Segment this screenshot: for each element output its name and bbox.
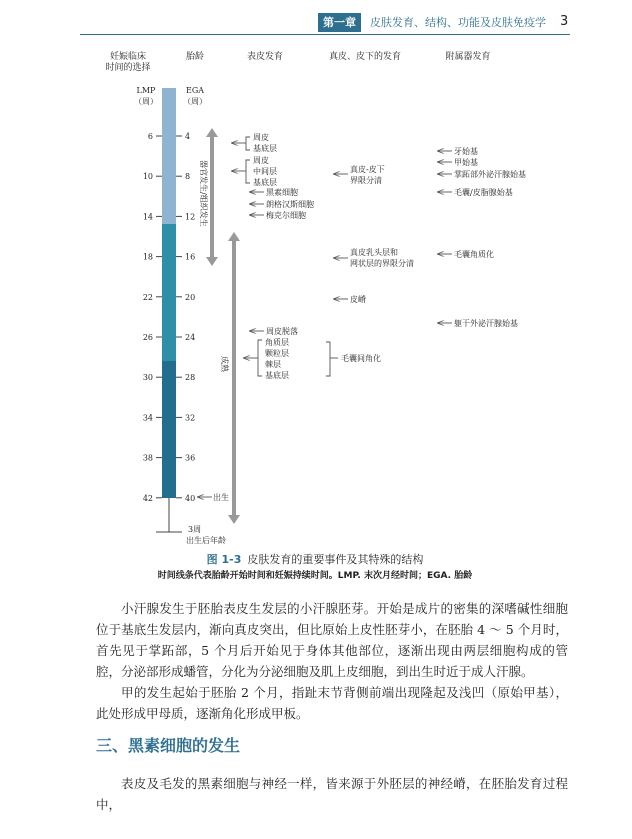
- epi-merkel: 梅克尔细胞: [266, 211, 306, 220]
- epi-periderm-shedding: 周皮脱落: [266, 327, 298, 336]
- col-header-appendages: 附属器发育: [445, 52, 491, 62]
- lmp-unit: （周）: [134, 97, 158, 106]
- app-hair: 毛囊/皮脂腺始基: [454, 188, 513, 197]
- header-rule: [80, 34, 570, 35]
- lmp-tick-label: 10: [142, 172, 153, 182]
- bracket-strata-right: [326, 342, 330, 376]
- col-header-epidermis: 表皮发育: [246, 52, 284, 62]
- bracket-epi-2: [246, 160, 250, 183]
- lmp-tick-label: 14: [142, 212, 153, 222]
- epi-spinosum: 棘层: [265, 360, 281, 369]
- ega-tick-label: 16: [185, 252, 196, 262]
- lmp-tick-label: 42: [142, 493, 153, 503]
- body-paragraph-2: 甲的发生起始于胚胎 2 个月，指趾末节背侧前端出现隆起及浅凹（原始甲基），此处形成甲母质，逐渐角化形成甲板。: [96, 685, 568, 721]
- epi-basale: 基底层: [265, 371, 289, 380]
- col-header-ega: 胎龄: [185, 52, 205, 62]
- skin-development-figure: [0, 40, 632, 552]
- ega-tick-label: 24: [185, 333, 196, 342]
- epi-periderm: 周皮: [253, 133, 269, 142]
- ega-label: EGA: [185, 86, 205, 95]
- chapter-title: 皮肤发育、结构、功能及皮肤免疫学: [370, 16, 546, 29]
- figure-title: 皮肤发育的重要事件及其特殊的结构: [247, 553, 424, 566]
- app-trunk: 躯干外泌汗腺始基: [454, 319, 518, 328]
- lmp-tick-label: 22: [142, 292, 153, 302]
- figure-caption: [100, 552, 530, 568]
- ega-tick-label: 12: [185, 212, 196, 222]
- app-palmar: 掌跖部外泌汗腺始基: [454, 170, 526, 179]
- bar-segment-mid: [162, 224, 176, 361]
- body-paragraph-1: 小汗腺发生于胚胎表皮生发层的小汗腺胚芽。开始是成片的密集的深嗜碱性细胞位于基底生发层内，渐向真皮突出，但比原始上皮性胚芽小，在胚胎 4 ～ 5 个月时，首先见于掌跖部，5 个月后开始见于身体其他部位，逐渐出现由两层细胞构成的管腔，分泌部形成蟠管，分化为分泌细胞及肌上皮细胞，到出生时近于成人汗腺。: [96, 601, 568, 679]
- postnatal-label-2: 出生后年龄: [186, 536, 226, 545]
- col-header-lmp-line2: 时间的选择: [105, 63, 151, 73]
- epi-basal-2: 基底层: [253, 178, 277, 187]
- epi-basal: 基底层: [253, 144, 277, 153]
- epi-interfollicular: 毛囊间角化: [341, 354, 381, 363]
- ega-unit: （周）: [183, 97, 207, 106]
- lmp-label: LMP: [136, 86, 156, 95]
- col-header-dermis: 真皮、皮下的发育: [328, 52, 402, 62]
- organogenesis-arrow-top: [206, 128, 218, 137]
- ega-tick-label: 40: [185, 493, 196, 503]
- app-follicle: 毛囊角质化: [454, 250, 494, 259]
- ega-tick-label: 28: [185, 373, 196, 383]
- epi-intermediate: 中间层: [253, 167, 277, 176]
- organogenesis-label: 器官发生/组织发生: [199, 160, 208, 227]
- maturation-label: 成熟: [220, 356, 229, 372]
- app-nail: 甲始基: [454, 158, 478, 167]
- lmp-tick-label: 6: [147, 132, 153, 141]
- lmp-tick-label: 18: [142, 252, 153, 262]
- page-number: 3: [560, 14, 569, 29]
- lmp-tick-label: 26: [142, 333, 153, 342]
- epi-corneum: 角质层: [265, 338, 289, 347]
- epi-granulosum: 颗粒层: [265, 349, 289, 358]
- birth-label: 出生: [213, 493, 229, 502]
- maturation-arrow-top: [228, 232, 240, 241]
- ega-tick-label: 36: [185, 453, 196, 463]
- epi-langerhans: 朗格汉斯细胞: [266, 200, 314, 209]
- bar-segment-early: [162, 88, 176, 224]
- ega-tick-label: 32: [185, 413, 196, 423]
- dermis-dej-1: 真皮-皮下: [350, 165, 385, 174]
- organogenesis-arrow-bottom: [206, 257, 218, 266]
- epi-periderm-2: 周皮: [253, 156, 269, 165]
- ega-tick-label: 20: [185, 292, 196, 302]
- section-heading: 三、黑素细胞的发生: [96, 736, 241, 755]
- col-header-lmp-line1: 妊娠临床: [109, 52, 147, 62]
- postnatal-label-1: 3周: [188, 525, 202, 534]
- bracket-epi-1: [246, 137, 250, 150]
- app-tooth: 牙始基: [454, 147, 478, 156]
- chapter-tag: 第一章: [318, 13, 361, 32]
- dermis-papillary-1: 真皮乳头层和: [350, 248, 398, 257]
- page-header: [0, 0, 632, 36]
- dermis-papillary-2: 网状层的界限分清: [350, 259, 414, 268]
- figure-number: 图 1-3: [206, 553, 242, 566]
- epi-melanocytes: 黑素细胞: [266, 188, 298, 197]
- lmp-tick-label: 34: [142, 413, 153, 423]
- ega-tick-label: 8: [185, 172, 191, 182]
- body-paragraph-3: 表皮及毛发的黑素细胞与神经一样，皆来源于外胚层的神经嵴，在胚胎发育过程中，: [96, 776, 568, 812]
- lmp-tick-label: 38: [142, 453, 153, 463]
- figure-note: 时间线条代表胎龄开始时间和妊娠持续时间。LMP. 末次月经时间；EGA. 胎龄: [157, 571, 473, 581]
- dermis-dej-2: 界限分清: [350, 176, 382, 185]
- ega-tick-label: 4: [185, 132, 191, 141]
- maturation-arrow-bottom: [228, 515, 240, 524]
- dermis-ridges: 皮嵴: [350, 295, 366, 304]
- lmp-tick-label: 30: [142, 373, 153, 383]
- bracket-strata: [258, 340, 262, 376]
- bar-segment-late: [162, 361, 176, 498]
